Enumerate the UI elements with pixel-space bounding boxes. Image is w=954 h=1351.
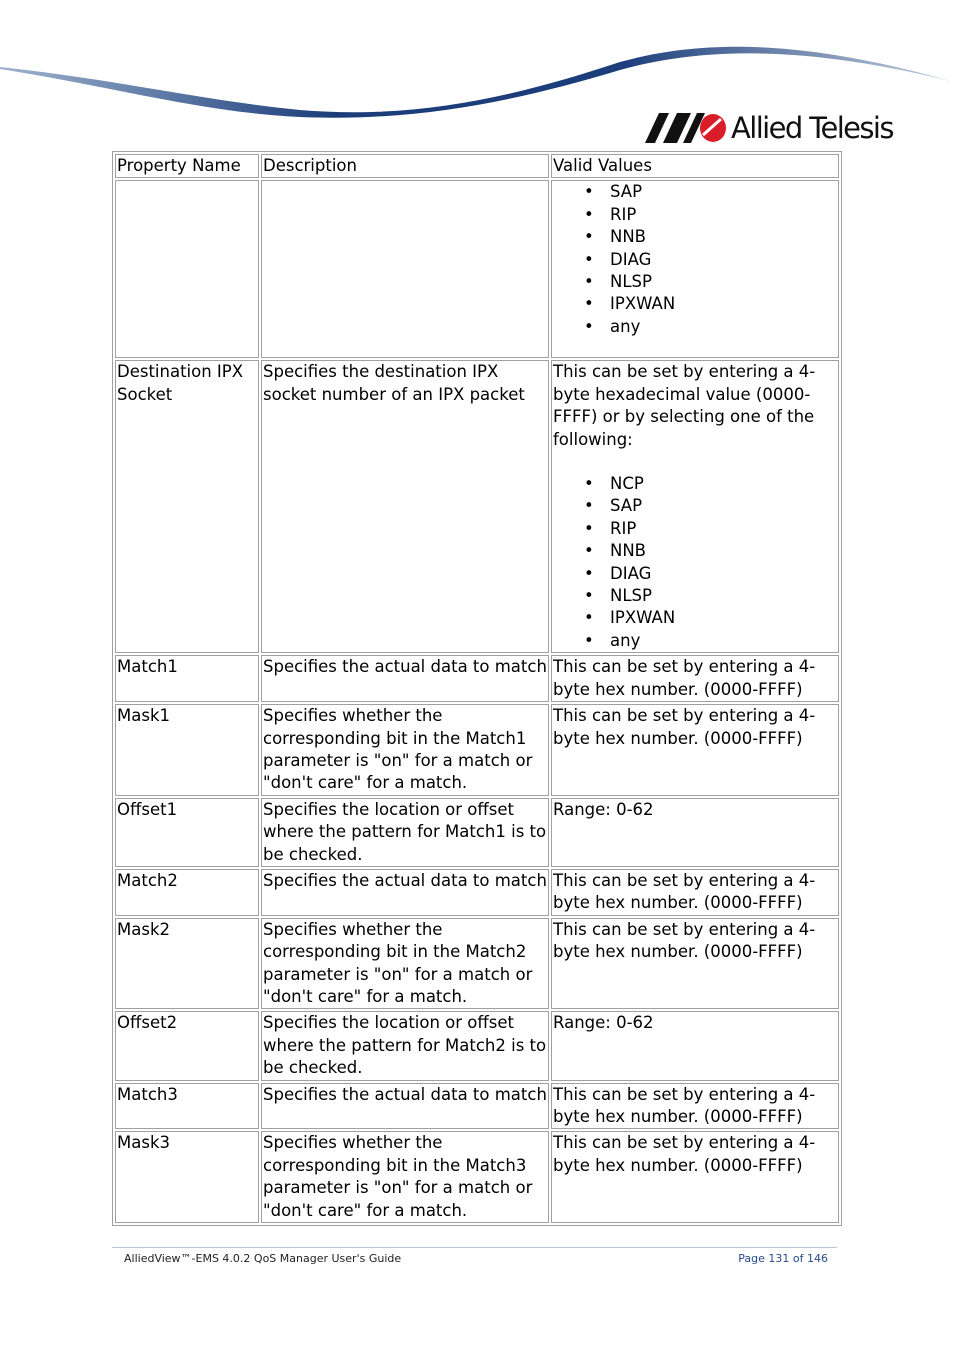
- valid-values-cell: This can be set by entering a 4-byte hex number. (0000-FFFF): [551, 918, 839, 1010]
- table-row: [115, 655, 839, 702]
- valid-values-cell: This can be set by entering a 4-byte hex number. (0000-FFFF): [551, 704, 839, 796]
- table-row: [115, 918, 839, 1010]
- list-item: • DIAG: [610, 563, 838, 585]
- table-row: [115, 1011, 839, 1080]
- list-item: • NCP: [610, 473, 838, 495]
- valid-values-cell: Range: 0-62: [551, 1011, 839, 1080]
- description-cell: Specifies whether the corresponding bit in the Match2 parameter is "on" for a match or "don't care" for a match.: [261, 918, 549, 1010]
- header-description: Description: [261, 154, 549, 178]
- list-item: • NLSP: [610, 271, 838, 293]
- header-property-name: Property Name: [115, 154, 259, 178]
- description-cell: Specifies the actual data to match: [261, 869, 549, 916]
- footer-page-number: Page 131 of 146: [738, 1252, 828, 1265]
- table-row: [115, 360, 839, 653]
- table-row: [115, 798, 839, 867]
- list-item: • SAP: [610, 495, 838, 517]
- list-item: • RIP: [610, 204, 838, 226]
- valid-values-list: [553, 473, 838, 652]
- description-cell: Specifies the destination IPX socket number of an IPX packet: [261, 360, 549, 653]
- property-name-cell: [115, 180, 259, 358]
- list-item: • IPXWAN: [610, 607, 838, 629]
- valid-values-cell: [551, 360, 839, 653]
- valid-values-cell: This can be set by entering a 4-byte hex number. (0000-FFFF): [551, 1131, 839, 1223]
- list-item: • NLSP: [610, 585, 838, 607]
- description-cell: Specifies the location or offset where the pattern for Match1 is to be checked.: [261, 798, 549, 867]
- table-row: [115, 180, 839, 358]
- footer-document-title: AlliedView™-EMS 4.0.2 QoS Manager User's Guide: [124, 1252, 402, 1265]
- property-name-cell: Match1: [115, 655, 259, 702]
- description-cell: Specifies whether the corresponding bit in the Match3 parameter is "on" for a match or "don't care" for a match.: [261, 1131, 549, 1223]
- footer-divider: [112, 1247, 837, 1248]
- table-row: [115, 1083, 839, 1130]
- list-item: • any: [610, 630, 838, 652]
- valid-values-list: [553, 181, 838, 338]
- description-cell: Specifies the actual data to match: [261, 1083, 549, 1130]
- list-item: • SAP: [610, 181, 838, 203]
- property-name-cell: Match3: [115, 1083, 259, 1130]
- table-row: [115, 1131, 839, 1223]
- logo-wordmark: Allied Telesis: [731, 111, 893, 145]
- property-name-cell: Mask3: [115, 1131, 259, 1223]
- table-row: [115, 704, 839, 796]
- list-item: • IPXWAN: [610, 293, 838, 315]
- property-name-cell: Offset2: [115, 1011, 259, 1080]
- list-item: • NNB: [610, 226, 838, 248]
- allied-telesis-logo-mark: [645, 113, 727, 143]
- table-row: [115, 869, 839, 916]
- description-cell: Specifies whether the corresponding bit in the Match1 parameter is "on" for a match or "don't care" for a match.: [261, 704, 549, 796]
- property-name-cell: Mask1: [115, 704, 259, 796]
- property-table: [112, 151, 842, 1226]
- valid-values-cell: Range: 0-62: [551, 798, 839, 867]
- valid-values-text: This can be set by entering a 4-byte hexadecimal value (0000-FFFF) or by selecting one of the following:: [553, 362, 816, 449]
- description-cell: Specifies the actual data to match: [261, 655, 549, 702]
- property-name-cell: Destination IPX Socket: [115, 360, 259, 653]
- list-item: • RIP: [610, 518, 838, 540]
- valid-values-cell: This can be set by entering a 4-byte hex number. (0000-FFFF): [551, 869, 839, 916]
- property-name-cell: Offset1: [115, 798, 259, 867]
- list-item: • any: [610, 316, 838, 338]
- valid-values-cell: This can be set by entering a 4-byte hex number. (0000-FFFF): [551, 1083, 839, 1130]
- table-header-row: [115, 154, 839, 178]
- allied-telesis-logo: [645, 108, 905, 148]
- valid-values-cell: This can be set by entering a 4-byte hex number. (0000-FFFF): [551, 655, 839, 702]
- valid-values-cell: [551, 180, 839, 358]
- header-valid-values: Valid Values: [551, 154, 839, 178]
- property-name-cell: Mask2: [115, 918, 259, 1010]
- list-item: • DIAG: [610, 249, 838, 271]
- property-name-cell: Match2: [115, 869, 259, 916]
- list-item: • NNB: [610, 540, 838, 562]
- description-cell: [261, 180, 549, 358]
- description-cell: Specifies the location or offset where the pattern for Match2 is to be checked.: [261, 1011, 549, 1080]
